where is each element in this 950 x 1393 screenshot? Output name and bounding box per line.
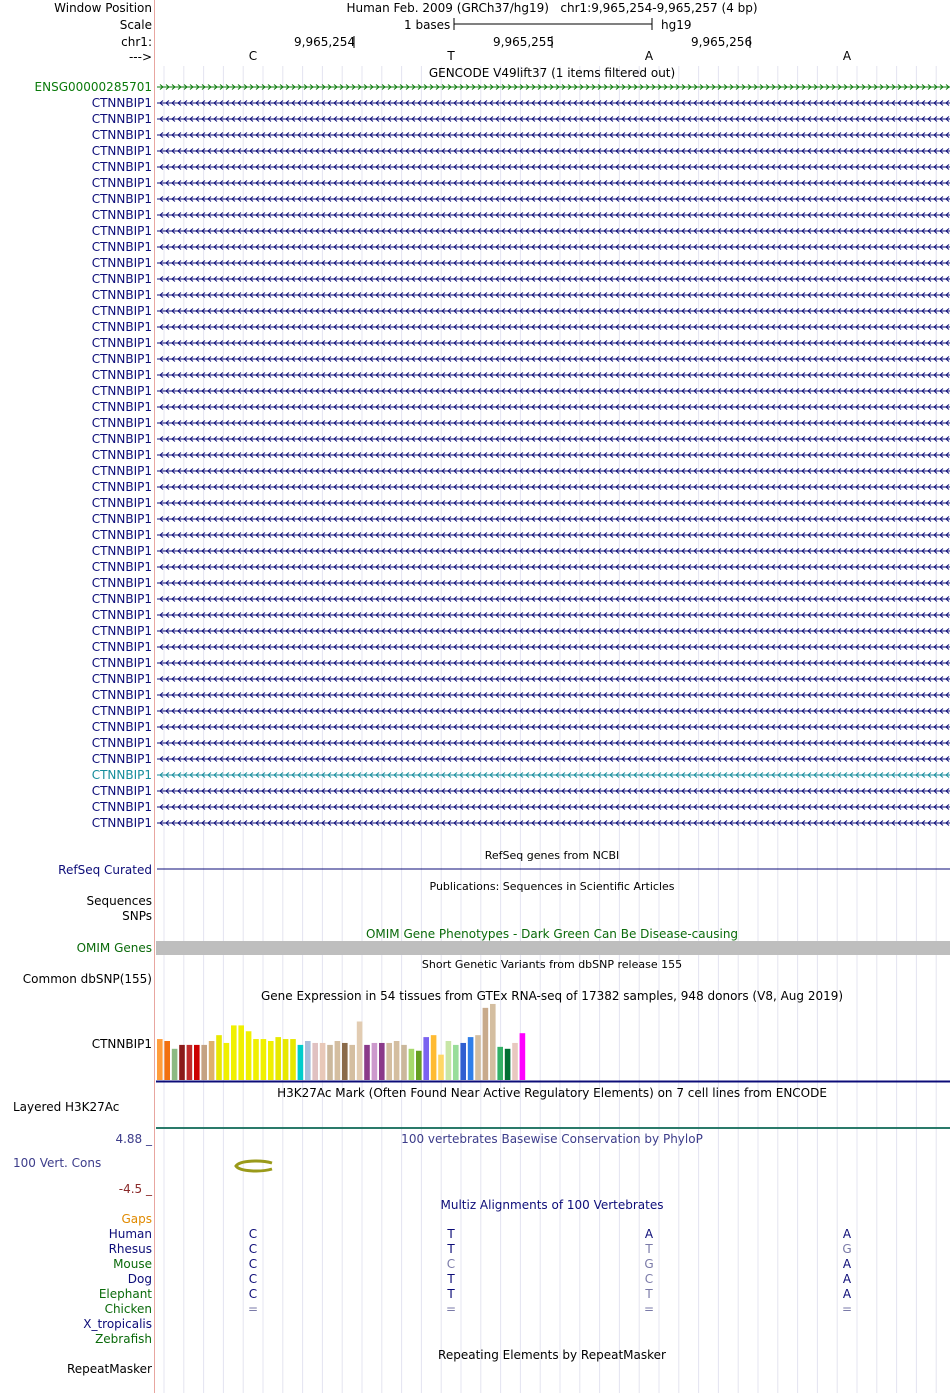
label-divider [154,0,155,1393]
gencode-item-label[interactable]: CTNNBIP1 [91,560,152,574]
gtex-bar [179,1045,185,1080]
ref-base: A [842,49,852,63]
multiz-base: C [248,1242,258,1256]
gtex-bar [246,1031,252,1080]
scale-text: 1 bases [404,18,451,32]
gtex-bar [327,1045,333,1080]
multiz-base: T [447,1287,455,1301]
gencode-item-label[interactable]: CTNNBIP1 [91,528,152,542]
gtex-bar [438,1055,444,1080]
rmsk-track-title[interactable]: Repeating Elements by RepeatMasker [438,1348,666,1362]
gtex-bar [394,1041,400,1080]
gencode-item-label[interactable]: CTNNBIP1 [91,464,152,478]
gtex-bar [216,1035,222,1080]
cons-min-value: -4.5 _ [118,1182,152,1196]
gencode-item-label[interactable]: CTNNBIP1 [91,656,152,670]
gtex-bar [357,1022,363,1081]
gencode-item-label[interactable]: CTNNBIP1 [91,480,152,494]
cons-signal [236,1161,272,1171]
gencode-item-label[interactable]: CTNNBIP1 [91,272,152,286]
omim-track-label[interactable]: OMIM Genes [76,941,152,955]
assembly-position: Human Feb. 2009 (GRCh37/hg19) chr1:9,965,254-9,965,257 (4 bp) [346,1,758,15]
gencode-item-label[interactable]: CTNNBIP1 [91,256,152,270]
gencode-item-label[interactable]: CTNNBIP1 [91,208,152,222]
gtex-bar [238,1025,244,1080]
multiz-base: T [447,1242,455,1256]
gencode-item-label[interactable]: CTNNBIP1 [91,96,152,110]
multiz-base: T [447,1272,455,1286]
multiz-base: T [645,1242,653,1256]
gencode-item-label[interactable]: CTNNBIP1 [91,112,152,126]
multiz-base: T [447,1227,455,1241]
gtex-bar [483,1008,489,1080]
pubs-track-title[interactable]: Publications: Sequences in Scientific Articles [429,880,675,893]
multiz-species-label[interactable]: Chicken [104,1302,152,1316]
db-name: hg19 [661,18,692,32]
tick-label: 9,965,255 [493,35,555,49]
gtex-bar [290,1039,296,1080]
gtex-bar [283,1039,289,1080]
gtex-track-title[interactable]: Gene Expression in 54 tissues from GTEx RNA-seq of 17382 samples, 948 donors (V8, Aug 2019) [260,989,844,1003]
gencode-item-label[interactable]: CTNNBIP1 [91,496,152,510]
gtex-bar [312,1043,318,1080]
gtex-bar [372,1043,378,1080]
gencode-item-label[interactable]: CTNNBIP1 [91,144,152,158]
gencode-item-label[interactable]: CTNNBIP1 [91,240,152,254]
gtex-bar [298,1045,304,1080]
gtex-bar [386,1043,392,1080]
multiz-species-label[interactable]: Elephant [98,1287,152,1301]
gtex-bar [320,1043,326,1080]
h3k27ac-track-label[interactable]: Layered H3K27Ac [13,1100,120,1114]
pubs-track-label-2[interactable]: SNPs [122,909,152,923]
cons-track-label[interactable]: 100 Vert. Cons [13,1156,102,1170]
gtex-bar [423,1037,429,1080]
tick-label: 9,965,256 [691,35,753,49]
gtex-bar [512,1043,518,1080]
window-position-label: Window Position [54,1,152,15]
gencode-item-label[interactable]: CTNNBIP1 [91,400,152,414]
gencode-item-label[interactable]: CTNNBIP1 [91,160,152,174]
multiz-base: C [248,1272,258,1286]
gtex-bar [224,1043,230,1080]
multiz-species-label[interactable]: Dog [127,1272,152,1286]
ref-base: A [644,49,654,63]
gencode-item-label[interactable]: CTNNBIP1 [91,288,152,302]
gtex-bar [446,1041,452,1080]
gtex-bar [261,1039,267,1080]
dbsnp-track-label[interactable]: Common dbSNP(155) [22,972,152,986]
multiz-base: A [842,1287,852,1301]
refseq-track-title[interactable]: RefSeq genes from NCBI [484,849,620,862]
multiz-species-label[interactable]: Rhesus [108,1242,152,1256]
multiz-species-label[interactable]: Zebrafish [95,1332,152,1346]
gtex-track-label[interactable]: CTNNBIP1 [91,1037,152,1051]
gtex-bar [268,1041,274,1080]
gtex-bar [305,1041,311,1080]
gencode-item-label[interactable]: CTNNBIP1 [91,448,152,462]
pubs-track-label[interactable]: Sequences [86,894,152,908]
gencode-item-label[interactable]: CTNNBIP1 [91,736,152,750]
scale-label: Scale [119,18,152,32]
multiz-base: C [248,1227,258,1241]
gencode-item-label[interactable]: CTNNBIP1 [91,544,152,558]
gtex-bar [431,1035,437,1080]
gencode-item-label[interactable]: CTNNBIP1 [91,128,152,142]
gencode-item-label[interactable]: CTNNBIP1 [91,624,152,638]
omim-bar [156,941,950,955]
gtex-bar [409,1049,415,1080]
gtex-bar [520,1033,526,1080]
gtex-bar [194,1045,200,1080]
gtex-bar [505,1049,511,1080]
multiz-base: A [842,1257,852,1271]
h3k27ac-track-title[interactable]: H3K27Ac Mark (Often Found Near Active Regulatory Elements) on 7 cell lines from ENCODE [277,1086,827,1100]
gtex-bar [379,1043,385,1080]
gencode-item-label[interactable]: CTNNBIP1 [91,688,152,702]
gencode-item-label[interactable]: CTNNBIP1 [91,576,152,590]
gencode-item-label[interactable]: CTNNBIP1 [91,640,152,654]
gencode-item-label[interactable]: CTNNBIP1 [91,336,152,350]
gencode-item-label[interactable]: CTNNBIP1 [91,816,152,830]
multiz-base: A [842,1227,852,1241]
multiz-base: G [644,1257,654,1271]
gtex-bar [364,1045,370,1080]
gtex-bar [349,1045,355,1080]
gaps-label: Gaps [121,1212,152,1226]
ref-base: C [248,49,258,63]
omim-track-title[interactable]: OMIM Gene Phenotypes - Dark Green Can Be Disease-causing [365,927,739,941]
multiz-base: A [842,1272,852,1286]
multiz-species-label[interactable]: Human [108,1227,152,1241]
gencode-item-label[interactable]: CTNNBIP1 [91,192,152,206]
gtex-bar [401,1045,407,1080]
gencode-item-label[interactable]: CTNNBIP1 [91,352,152,366]
gtex-bar [453,1045,459,1080]
chrom-label: chr1: [121,35,152,49]
dbsnp-track-title[interactable]: Short Genetic Variants from dbSNP release 155 [421,958,683,971]
gencode-item-label[interactable]: CTNNBIP1 [91,784,152,798]
gtex-bar [231,1025,237,1080]
multiz-base: A [644,1227,654,1241]
gencode-item-label[interactable]: CTNNBIP1 [91,592,152,606]
gtex-bar [187,1045,193,1080]
gencode-item-label[interactable]: CTNNBIP1 [91,368,152,382]
gtex-bar [475,1035,481,1080]
gencode-item-label[interactable]: CTNNBIP1 [91,672,152,686]
multiz-base: = [445,1302,457,1316]
gencode-item-label[interactable]: CTNNBIP1 [91,768,152,782]
gencode-item-label[interactable]: CTNNBIP1 [91,384,152,398]
multiz-base: C [248,1257,258,1271]
multiz-track-title[interactable]: Multiz Alignments of 100 Vertebrates [440,1198,664,1212]
gencode-item-label[interactable]: CTNNBIP1 [91,704,152,718]
gtex-bar [342,1043,348,1080]
multiz-base: T [645,1287,653,1301]
multiz-base: C [644,1272,654,1286]
multiz-base: C [446,1257,456,1271]
gencode-item-label[interactable]: CTNNBIP1 [91,800,152,814]
multiz-base: = [643,1302,655,1316]
gencode-track-title[interactable]: GENCODE V49lift37 (1 items filtered out) [428,66,676,80]
gtex-bar [497,1047,503,1080]
gencode-item-label[interactable]: CTNNBIP1 [91,512,152,526]
gencode-item-label[interactable]: CTNNBIP1 [91,608,152,622]
gencode-item-label[interactable]: CTNNBIP1 [91,416,152,430]
gtex-bar [416,1051,422,1080]
multiz-base: C [248,1287,258,1301]
gencode-item-label[interactable]: ENSG00000285701 [34,80,152,94]
strand-label: ---> [128,50,152,64]
gencode-item-label[interactable]: CTNNBIP1 [91,320,152,334]
multiz-species-label[interactable]: X_tropicalis [83,1317,152,1331]
ref-base: T [447,49,455,63]
gtex-bar [201,1045,207,1080]
gtex-bar [468,1037,474,1080]
gtex-bar [460,1043,466,1080]
cons-track-title[interactable]: 100 vertebrates Basewise Conservation by PhyloP [401,1132,703,1146]
multiz-species-label[interactable]: Mouse [113,1257,152,1271]
gtex-bar [164,1041,170,1080]
rmsk-track-label[interactable]: RepeatMasker [66,1362,152,1376]
gencode-item-label[interactable]: CTNNBIP1 [91,720,152,734]
gencode-item-label[interactable]: CTNNBIP1 [91,752,152,766]
refseq-track-label[interactable]: RefSeq Curated [58,863,152,877]
gtex-bar [172,1049,178,1080]
gtex-bar [490,1004,496,1080]
gtex-bar [253,1039,259,1080]
multiz-base: = [247,1302,259,1316]
gtex-bar [209,1041,215,1080]
gtex-bar [157,1039,163,1080]
multiz-base: = [841,1302,853,1316]
gencode-item-label[interactable]: CTNNBIP1 [91,304,152,318]
gencode-item-label[interactable]: CTNNBIP1 [91,224,152,238]
gencode-item-label[interactable]: CTNNBIP1 [91,176,152,190]
multiz-base: G [842,1242,852,1256]
cons-max-value: 4.88 _ [115,1132,152,1146]
gencode-item-label[interactable]: CTNNBIP1 [91,432,152,446]
gtex-bar [335,1041,341,1080]
tick-label: 9,965,254 [294,35,356,49]
gtex-bar [275,1037,281,1080]
